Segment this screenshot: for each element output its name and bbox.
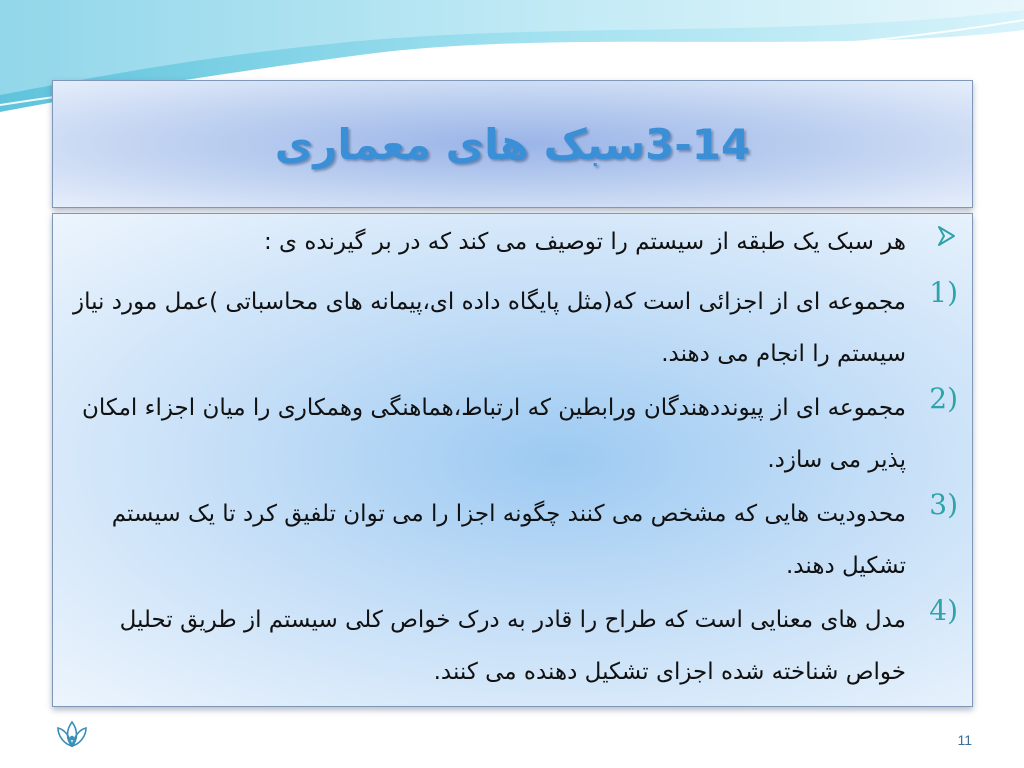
list-item-text: مجموعه ای از پیونددهندگان ورابطین که ارتباط،هماهنگی وهمکاری را میان اجزاء امکان پذیر می سازد.: [82, 395, 906, 473]
arrow-bullet-icon: [934, 224, 958, 248]
list-item-number: 2): [929, 382, 958, 415]
slide-title: 3-14سبک های معماری: [274, 119, 751, 169]
list-item-number: 3): [929, 488, 958, 521]
lotus-logo-icon: [54, 716, 90, 752]
intro-text: هر سبک یک طبقه از سیستم را توصیف می کند که در بر گیرنده ی :: [263, 229, 906, 255]
title-box: [52, 80, 973, 208]
list-item-number: 4): [929, 594, 958, 627]
list-item-number: 1): [929, 276, 958, 309]
content-box: [52, 213, 973, 707]
list-item-text: مجموعه ای از اجزائی است که(مثل پایگاه داده ای،پیمانه های محاسباتی )عمل مورد نیاز سیستم را انجام می دهند.: [73, 289, 906, 367]
list-item-text: مدل های معنایی است که طراح را قادر به درک خواص کلی سیستم از طریق تحلیل خواص شناخته شده اجزای تشکیل دهنده می کنند.: [119, 607, 906, 685]
page-number: 11: [957, 732, 972, 748]
list-item-text: محدودیت هایی که مشخص می کنند چگونه اجزا را می توان تلفیق کرد تا یک سیستم تشکیل دهند.: [111, 501, 906, 579]
